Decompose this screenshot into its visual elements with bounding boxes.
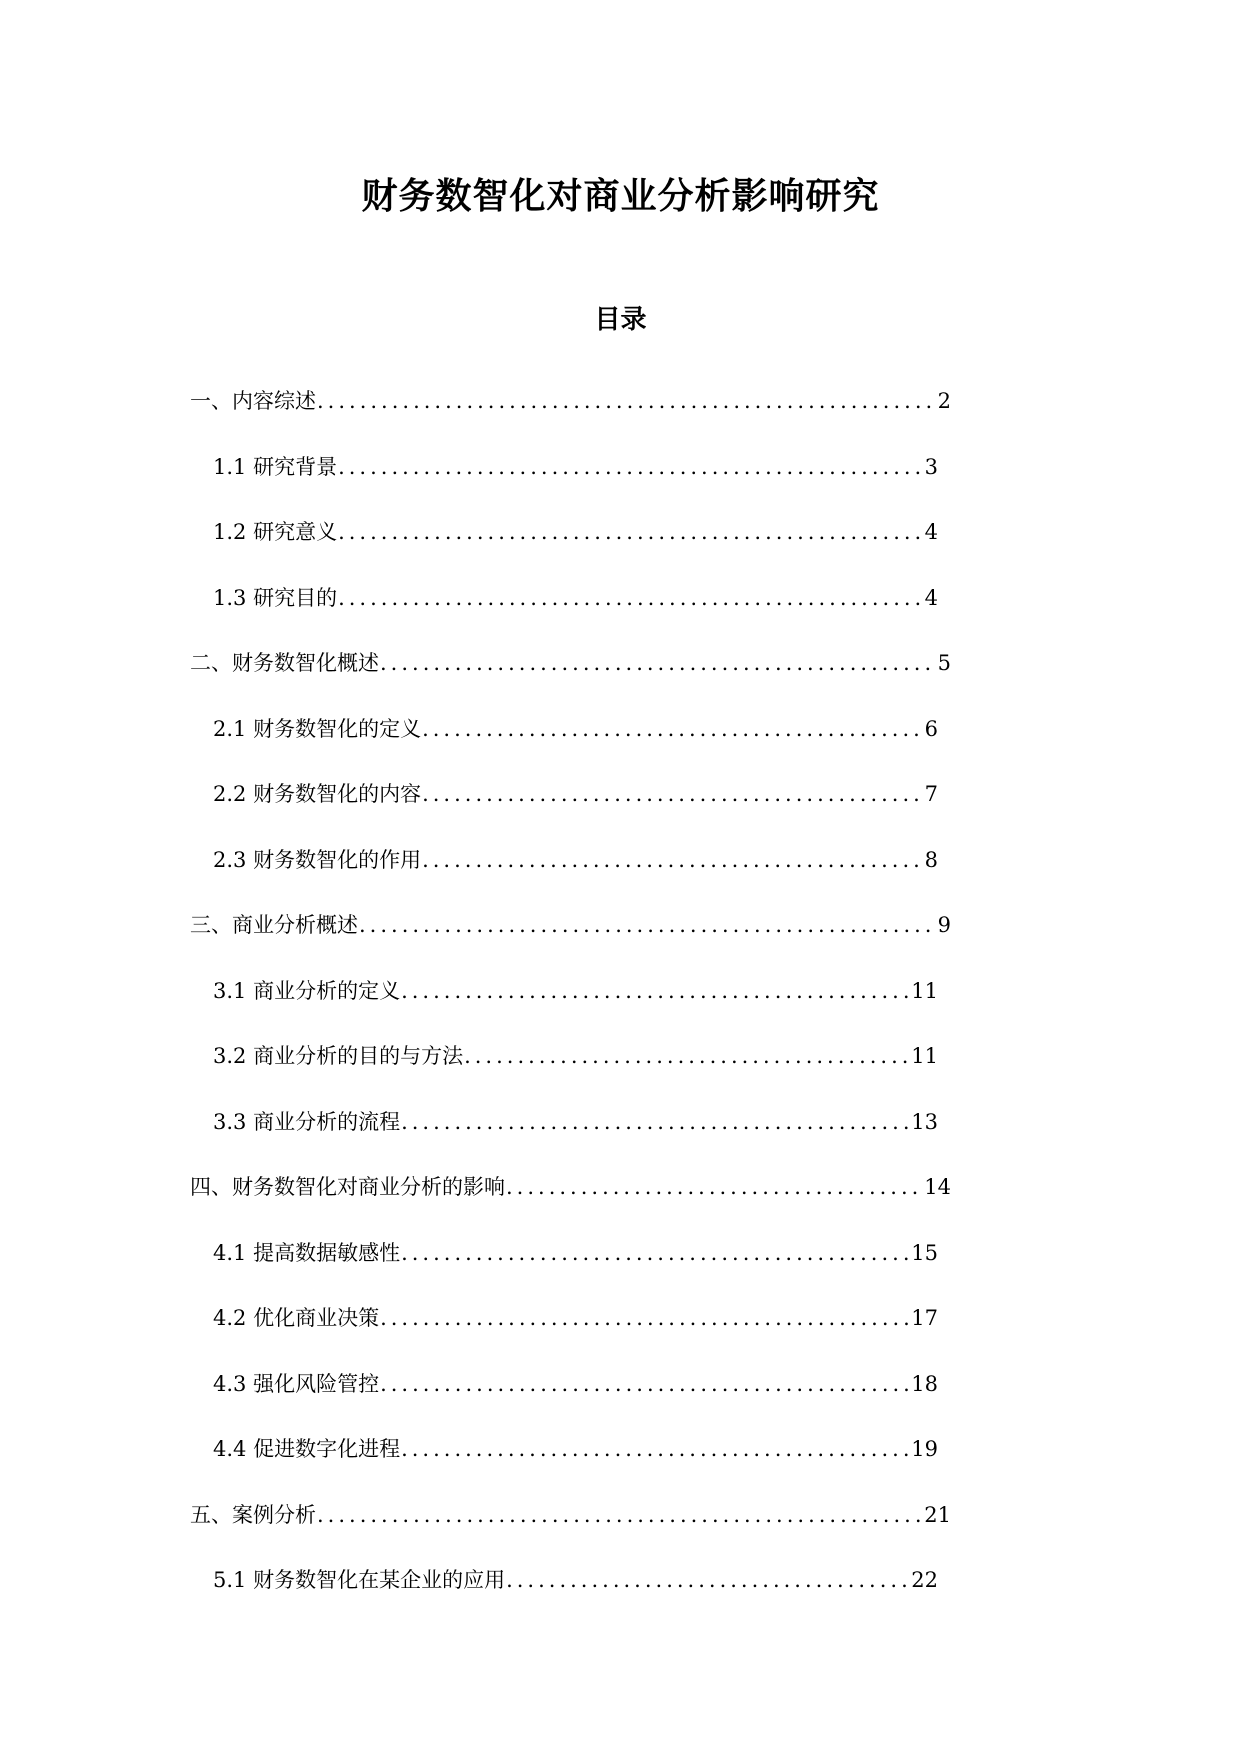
toc-dot-leader — [380, 648, 937, 678]
toc-entry-label: 1.1 研究背景 — [213, 454, 338, 479]
toc-dot-leader — [422, 779, 924, 809]
toc-entry-label: 4.1 提高数据敏感性 — [213, 1240, 401, 1265]
toc-section-entry[interactable] — [0, 517, 1241, 547]
toc-section-entry[interactable] — [0, 714, 1241, 744]
toc-page-number: 22 — [911, 1568, 938, 1592]
toc-dot-leader — [317, 1500, 923, 1530]
toc-page-number: 3 — [924, 454, 938, 479]
toc-chapter-entry[interactable] — [0, 386, 1241, 416]
toc-dot-leader — [401, 976, 910, 1006]
toc-entry-label: 2.1 财务数智化的定义 — [213, 716, 422, 741]
toc-dot-leader — [380, 1369, 910, 1399]
toc-dot-leader — [317, 386, 937, 416]
toc-dot-leader — [338, 517, 924, 547]
toc-section-entry[interactable] — [0, 1107, 1241, 1137]
toc-page-number: 15 — [911, 1240, 938, 1265]
toc-entry-label: 3.3 商业分析的流程 — [213, 1109, 401, 1134]
toc-dot-leader — [359, 910, 937, 940]
toc-entry-label: 二、财务数智化概述 — [190, 651, 379, 675]
toc-entry-label: 2.2 财务数智化的内容 — [213, 782, 422, 806]
toc-chapter-entry[interactable] — [0, 648, 1241, 678]
toc-section-entry[interactable] — [0, 583, 1241, 613]
toc-section-entry[interactable] — [0, 452, 1241, 482]
toc-entry-label: 2.3 财务数智化的作用 — [213, 847, 422, 872]
toc-page-number: 17 — [911, 1306, 938, 1330]
toc-dot-leader — [338, 583, 924, 613]
toc-section-entry[interactable] — [0, 976, 1241, 1006]
toc-page-number: 13 — [911, 1109, 938, 1134]
toc-section-entry[interactable] — [0, 1565, 1241, 1595]
toc-dot-leader — [506, 1172, 923, 1202]
toc-section-entry[interactable] — [0, 1434, 1241, 1464]
toc-dot-leader — [506, 1565, 910, 1595]
toc-dot-leader — [422, 714, 924, 744]
toc-entry-label: 3.2 商业分析的目的与方法 — [213, 1044, 464, 1068]
toc-dot-leader — [401, 1238, 910, 1268]
toc-entry-label: 4.3 强化风险管控 — [213, 1371, 380, 1396]
toc-page-number: 19 — [911, 1437, 938, 1461]
toc-dot-leader — [380, 1303, 910, 1333]
toc-section-entry[interactable] — [0, 1041, 1241, 1071]
toc-chapter-entry[interactable] — [0, 1172, 1241, 1202]
toc-page-number: 14 — [924, 1175, 951, 1199]
toc-dot-leader — [422, 845, 924, 875]
toc-entry-label: 一、内容综述 — [190, 389, 316, 413]
toc-entry-label: 4.2 优化商业决策 — [213, 1306, 380, 1330]
toc-entry-label: 1.2 研究意义 — [213, 520, 338, 544]
toc-chapter-entry[interactable] — [0, 1500, 1241, 1530]
toc-page-number: 5 — [937, 651, 951, 675]
toc-heading: 目录 — [594, 304, 647, 335]
toc-section-entry[interactable] — [0, 845, 1241, 875]
toc-dot-leader — [401, 1107, 910, 1137]
toc-page-number: 2 — [937, 389, 951, 413]
toc-section-entry[interactable] — [0, 779, 1241, 809]
toc-page-number: 4 — [924, 585, 938, 610]
toc-page-number: 7 — [924, 782, 938, 806]
toc-page-number: 21 — [924, 1502, 951, 1527]
toc-entry-label: 5.1 财务数智化在某企业的应用 — [213, 1568, 506, 1592]
toc-page-number: 18 — [911, 1371, 938, 1396]
toc-page-number: 6 — [924, 716, 938, 741]
toc-dot-leader — [338, 452, 924, 482]
toc-section-entry[interactable] — [0, 1303, 1241, 1333]
toc-entry-label: 1.3 研究目的 — [213, 585, 338, 610]
toc-dot-leader — [464, 1041, 910, 1071]
toc-dot-leader — [401, 1434, 910, 1464]
toc-entry-label: 四、财务数智化对商业分析的影响 — [190, 1175, 505, 1199]
toc-entry-label: 三、商业分析概述 — [190, 913, 358, 937]
document-title: 财务数智化对商业分析影响研究 — [361, 175, 880, 218]
toc-entry-label: 4.4 促进数字化进程 — [213, 1437, 401, 1461]
toc-entry-label: 3.1 商业分析的定义 — [213, 978, 401, 1003]
toc-section-entry[interactable] — [0, 1238, 1241, 1268]
toc-page-number: 8 — [924, 847, 938, 872]
toc-page-number: 11 — [911, 1044, 938, 1068]
toc-page-number: 4 — [924, 520, 938, 544]
toc-chapter-entry[interactable] — [0, 910, 1241, 940]
toc-entry-label: 五、案例分析 — [190, 1502, 316, 1527]
toc-page-number: 11 — [911, 978, 938, 1003]
toc-page-number: 9 — [937, 913, 951, 937]
toc-section-entry[interactable] — [0, 1369, 1241, 1399]
